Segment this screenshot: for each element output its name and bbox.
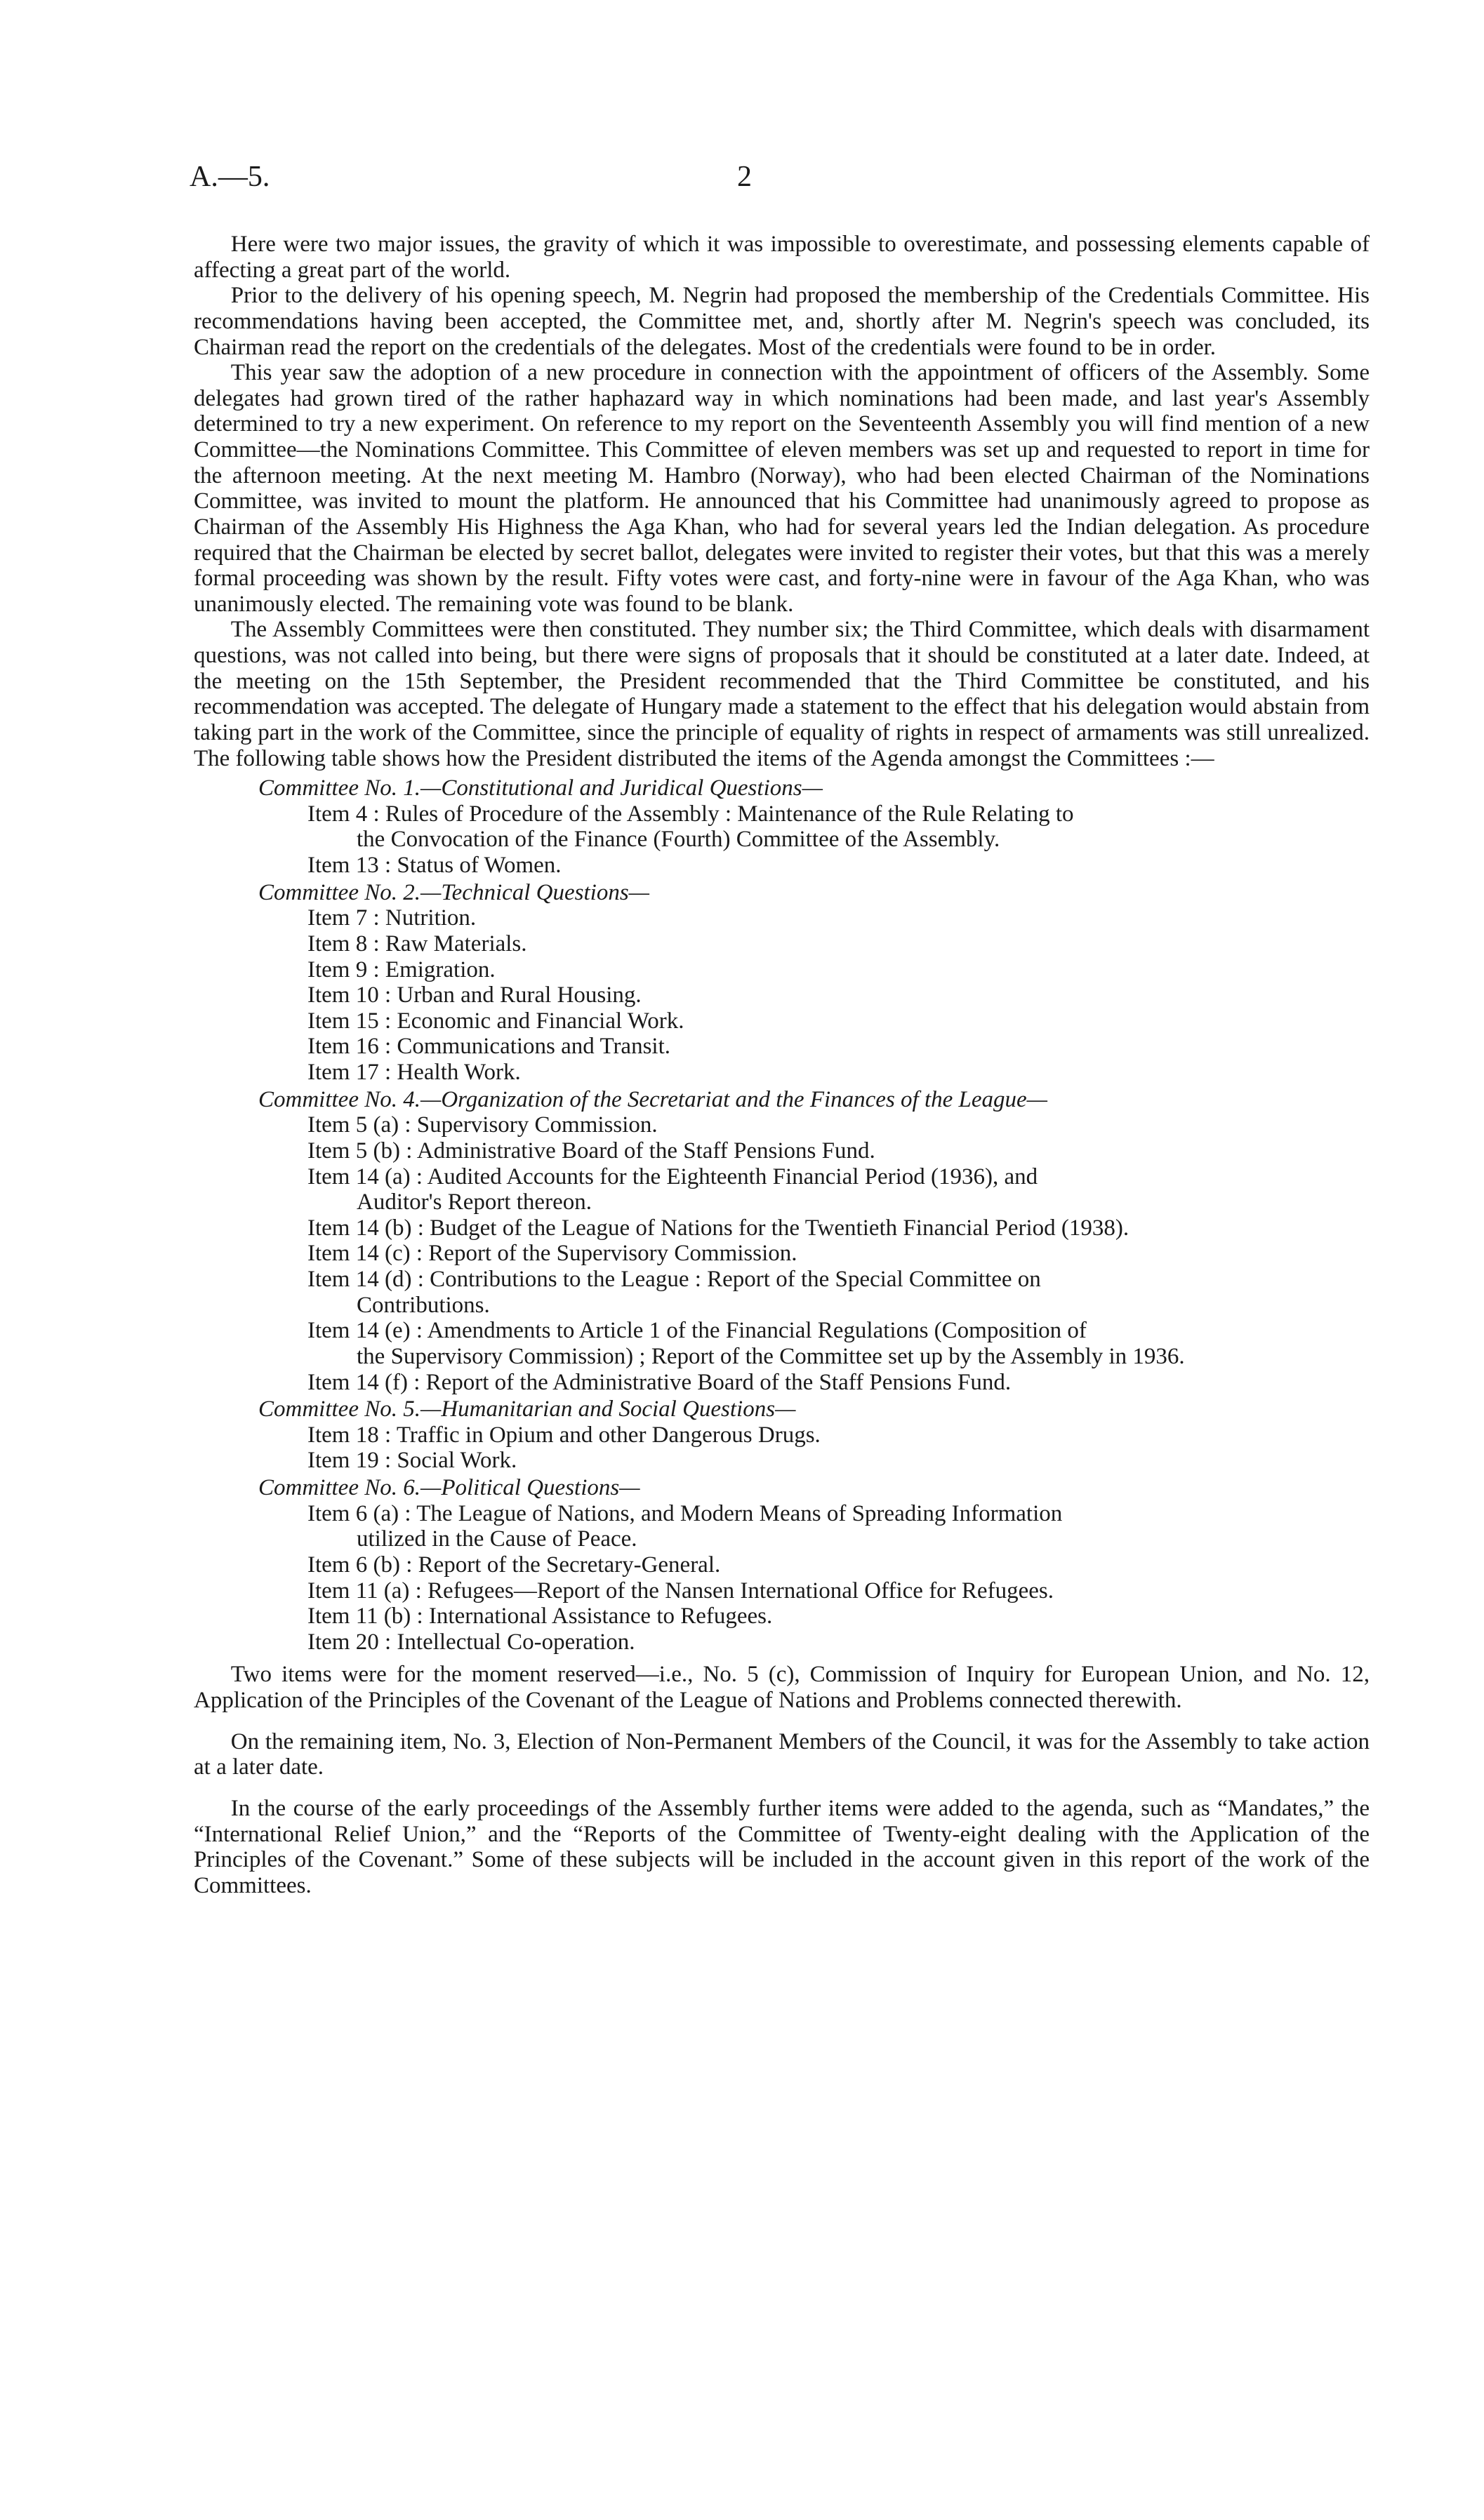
item-text: Report of the Supervisory Commission. <box>428 1241 797 1267</box>
item-ref: Item 4 : <box>307 801 380 827</box>
item-ref: Item 16 : <box>307 1034 392 1060</box>
committee-heading: Committee No. 1.—Constitutional and Juridical Questions— <box>258 775 823 801</box>
item-text-continued: the Convocation of the Finance (Fourth) Committee of the Assembly. <box>357 827 1000 853</box>
item-ref: Item 7 : <box>307 905 380 931</box>
paragraph: On the remaining item, No. 3, Election of Non-Permanent Members of the Council, it was for the Assembly to take action at a later date. <box>194 1728 1370 1780</box>
item-text: Amendments to Article 1 of the Financial Regulations (Composition of <box>427 1318 1087 1344</box>
document-reference: A.—5. <box>190 161 270 193</box>
agenda-item <box>307 931 1370 957</box>
item-ref: Item 14 (f) : <box>307 1369 420 1395</box>
paragraph: Prior to the delivery of his opening speech, M. Negrin had proposed the membership of the Credentials Committee. His recommendations having been accepted, the Committee met, and, shortly after M. Negrin's speech was concluded, its Chairman read the report on the credentials of the delegates. Most of the credentials were found to be in order. <box>194 283 1370 360</box>
page-body <box>194 232 1370 1898</box>
item-ref: Item 14 (e) : <box>307 1318 423 1344</box>
item-text: Administrative Board of the Staff Pensions Fund. <box>416 1138 875 1164</box>
item-text: Social Work. <box>397 1448 517 1474</box>
item-text-continued: Auditor's Report thereon. <box>357 1189 592 1215</box>
item-ref: Item 18 : <box>307 1422 392 1448</box>
item-ref: Item 20 : <box>307 1629 392 1655</box>
agenda-item <box>307 1215 1370 1241</box>
agenda-item <box>307 853 1370 879</box>
agenda-item <box>307 1370 1370 1396</box>
item-text-continued: Contributions. <box>357 1292 490 1318</box>
agenda-item <box>307 1604 1370 1629</box>
item-text: Traffic in Opium and other Dangerous Drugs. <box>396 1422 821 1448</box>
item-text: Health Work. <box>397 1060 521 1085</box>
item-ref: Item 14 (b) : <box>307 1215 424 1241</box>
committee-list <box>194 775 1370 1655</box>
item-text: Economic and Financial Work. <box>397 1008 684 1034</box>
agenda-item <box>307 1578 1370 1604</box>
item-ref: Item 10 : <box>307 982 392 1008</box>
item-ref: Item 19 : <box>307 1448 392 1474</box>
item-ref: Item 6 (b) : <box>307 1552 413 1578</box>
item-ref: Item 15 : <box>307 1008 392 1034</box>
item-text: Nutrition. <box>385 905 477 931</box>
item-ref: Item 14 (d) : <box>307 1267 424 1292</box>
item-text: International Assistance to Refugees. <box>428 1604 773 1629</box>
item-text: Intellectual Co-operation. <box>397 1629 635 1655</box>
item-ref: Item 17 : <box>307 1060 392 1085</box>
item-text: Budget of the League of Nations for the Twentieth Financial Period (1938). <box>430 1215 1129 1241</box>
item-text: Raw Materials. <box>385 931 527 956</box>
agenda-item <box>307 1241 1370 1267</box>
agenda-item <box>307 1008 1370 1034</box>
item-text: Report of the Administrative Board of the Staff Pensions Fund. <box>425 1369 1012 1395</box>
item-ref: Item 13 : <box>307 853 392 878</box>
paragraph: Here were two major issues, the gravity of which it was impossible to overestimate, and possessing elements capable of affecting a great part of the world. <box>194 232 1370 283</box>
item-ref: Item 8 : <box>307 931 380 956</box>
item-ref: Item 11 (a) : <box>307 1578 422 1604</box>
item-text: Report of the Secretary-General. <box>418 1552 721 1578</box>
agenda-item <box>307 1138 1370 1164</box>
item-ref: Item 11 (b) : <box>307 1604 423 1629</box>
item-text: The League of Nations, and Modern Means of Spreading Information <box>416 1500 1063 1526</box>
paragraph: The Assembly Committees were then constituted. They number six; the Third Committee, which deals with disarmament questions, was not called into being, but there were signs of proposals that it should be constituted at a later date. Indeed, at the meeting on the 15th September, the President recommended that the Third Committee be constituted, and his recommendation was accepted. The delegate of Hungary made a statement to the effect that his delegation would abstain from taking part in the work of the Committee, since the principle of equality of rights in respect of armaments was still unrealized. The following table shows how the President distributed the items of the Agenda amongst the Committees :— <box>194 617 1370 771</box>
agenda-item <box>307 1034 1370 1060</box>
committee-heading: Committee No. 5.—Humanitarian and Social Questions— <box>258 1396 796 1422</box>
agenda-item <box>307 957 1370 983</box>
item-ref: Item 9 : <box>307 956 380 982</box>
committee-heading: Committee No. 6.—Political Questions— <box>258 1475 640 1500</box>
item-text: Refugees—Report of the Nansen International Office for Refugees. <box>428 1578 1054 1604</box>
committee-heading: Committee No. 4.—Organization of the Secretariat and the Finances of the League— <box>258 1086 1048 1112</box>
item-text: Contributions to the League : Report of the Special Committee on <box>430 1267 1041 1292</box>
item-text-continued: utilized in the Cause of Peace. <box>357 1526 637 1552</box>
paragraph: In the course of the early proceedings of the Assembly further items were added to the agenda, such as “Mandates,” the “International Relief Union,” and the “Reports of the Committee of Twenty-eight dealing with the Application of the Principles of the Covenant.” Some of these subjects will be included in the account given in this report of the work of the Committees. <box>194 1795 1370 1898</box>
item-text: Urban and Rural Housing. <box>397 982 642 1008</box>
agenda-item <box>307 1629 1370 1655</box>
agenda-item <box>307 1448 1370 1474</box>
agenda-item <box>307 801 1370 853</box>
item-ref: Item 5 (b) : <box>307 1138 413 1164</box>
paragraph: This year saw the adoption of a new procedure in connection with the appointment of officers of the Assembly. Some delegates had grown tired of the rather haphazard way in which nominations had been made, and last year's Assembly determined to try a new experiment. On reference to my report on the Seventeenth Assembly you will find mention of a new Committee—the Nominations Committee. This Committee of eleven members was set up and requested to report in time for the afternoon meeting. At the next meeting M. Hambro (Norway), who had been elected Chairman of the Nominations Committee, was invited to mount the platform. He announced that his Committee had unanimously agreed to propose as Chairman of the Assembly His Highness the Aga Khan, who had for several years led the Indian delegation. As procedure required that the Chairman be elected by secret ballot, delegates were invited to register their votes, but that this was a merely formal proceeding was shown by the result. Fifty votes were cast, and forty-nine were in favour of the Aga Khan, who was unanimously elected. The remaining vote was found to be blank. <box>194 360 1370 617</box>
item-ref: Item 14 (a) : <box>307 1164 423 1189</box>
item-text: Rules of Procedure of the Assembly : Maintenance of the Rule Relating to <box>385 801 1074 827</box>
committee-heading: Committee No. 2.—Technical Questions— <box>258 879 650 905</box>
item-ref: Item 6 (a) : <box>307 1500 411 1526</box>
agenda-item <box>307 905 1370 931</box>
item-text-continued: the Supervisory Commission) ; Report of the Committee set up by the Assembly in 1936. <box>357 1343 1185 1369</box>
item-ref: Item 14 (c) : <box>307 1241 423 1267</box>
agenda-item <box>307 1422 1370 1448</box>
agenda-item <box>307 1060 1370 1086</box>
agenda-item <box>307 1112 1370 1138</box>
paragraph: Two items were for the moment reserved—i.e., No. 5 (c), Commission of Inquiry for European Union, and No. 12, Application of the Principles of the Covenant of the League of Nations and Problems connected therewith. <box>194 1662 1370 1713</box>
item-ref: Item 5 (a) : <box>307 1112 411 1138</box>
item-text: Communications and Transit. <box>397 1034 671 1060</box>
item-text: Emigration. <box>385 956 496 982</box>
agenda-item <box>307 1501 1370 1552</box>
page-number: 2 <box>737 161 752 193</box>
item-text: Status of Women. <box>397 853 562 878</box>
item-text: Supervisory Commission. <box>416 1112 658 1138</box>
agenda-item <box>307 1164 1370 1215</box>
agenda-item <box>307 982 1370 1008</box>
item-text: Audited Accounts for the Eighteenth Financial Period (1936), and <box>427 1164 1038 1189</box>
agenda-item <box>307 1318 1370 1369</box>
agenda-item <box>307 1267 1370 1318</box>
page-header <box>190 160 1383 202</box>
agenda-item <box>307 1552 1370 1578</box>
